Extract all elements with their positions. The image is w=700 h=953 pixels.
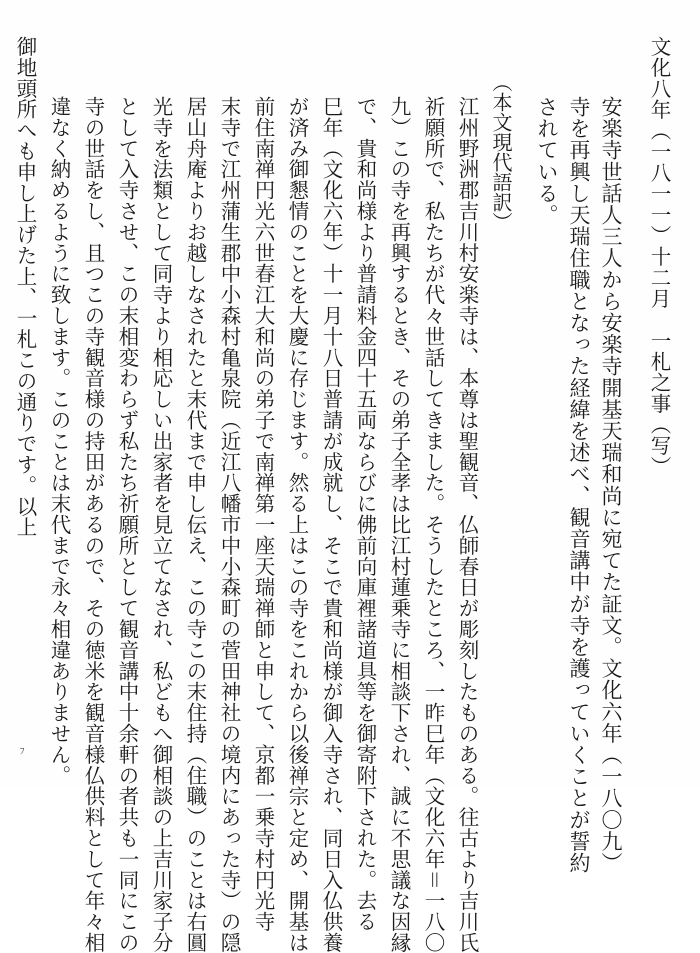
body-line-9: 居山舟庵よりお越しなされたと末代まで申し伝え、この寺この末住持（住職）のことは右圓 (183, 96, 207, 953)
body-line-7: 前住南禅円光六世春江大和尚の弟子で南禅第一座天瑞禅師と申して、京都一乗寺村円光寺 (251, 96, 275, 932)
body-line-5: 巳年（文化六年）十一月十八日普請が成就し、そこで貴和尚様が御入寺され、同日入仏供養 (319, 96, 343, 953)
body-line-4: で、貴和尚様より普請料金四十五両ならびに佛前向庫裡諸道具等を御寄附下された。去る (353, 96, 377, 932)
body-line-2: 祈願所で、私たちが代々世話してきました。そうしたところ、一昨巳年（文化六年＝一八〇 (421, 96, 445, 953)
body-line-11: として入寺させ、この末相変わらず私たち祈願所として観音講中十余軒の者共も一同にこの (115, 96, 139, 953)
body-line-3: 九）この寺を再興するとき、その弟子全孝は比江村蓮乗寺に相談下され、誠に不思議な因縁 (387, 96, 411, 953)
body-line-1: 江州野洲郡吉川村安楽寺は、本尊は聖観音、仏師春日が彫刻したものある。往古より吉川氏 (455, 96, 479, 953)
document-title: 文化八年（一八一一）十二月 一札之事（写） (647, 36, 671, 477)
summary-line-3: されている。 (535, 96, 559, 226)
summary-line-1: 安楽寺世話人三人から安楽寺開基天瑞和尚に宛てた証文。文化六年（一八〇九） (599, 96, 623, 874)
body-line-14: 御地頭所へも申し上げた上、一札この通りです。以上 (13, 36, 37, 538)
body-line-8: 末寺で江州蒲生郡中小森村亀泉院（近江八幡市中小森町の菅田神社の境内にあった寺）の隠 (217, 96, 241, 953)
section-heading: （本文現代語訳） (489, 72, 513, 232)
body-line-6: が済み御懇情のことを大慶に存じます。然る上はこの寺をこれから以後禅宗と定め、開基は (285, 96, 309, 953)
margin-mark: ﾌ (20, 747, 25, 757)
summary-line-2: 寺を再興し天瑞住職となった経緯を述べ、観音講中が寺を護っていくことが誓約 (567, 96, 591, 874)
body-line-10: 光寺を法類として同寺より相応しい出家者を見立てなされ、私どもへ御相談の上吉川家子分 (149, 96, 173, 953)
body-line-12: 寺の世話をし、且つこの寺観音様の持田があるので、その徳米を観音様仏供料として年々相 (81, 96, 105, 953)
body-line-13: 違なく納めるように致します。このことは末代まで永々相違ありません。 (47, 96, 71, 786)
